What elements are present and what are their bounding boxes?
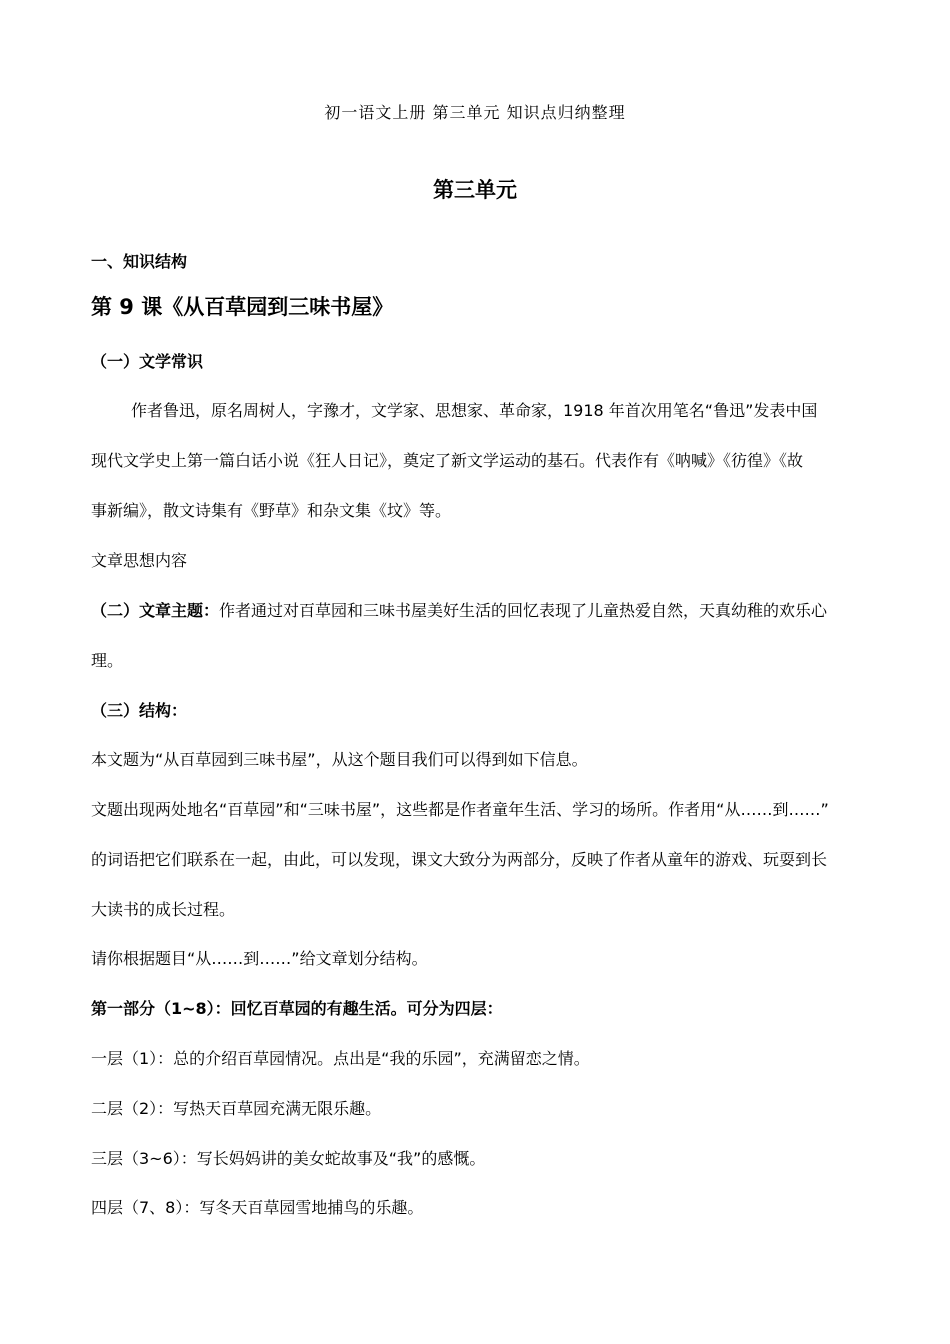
structure-line-3: 的词语把它们联系在一起，由此，可以发现，课文大致分为两部分，反映了作者从童年的游戏、玩耍到长 (91, 850, 828, 869)
layer-item-3: 三层（3~6）：写长妈妈讲的美女蛇故事及“我”的感慨。 (91, 1149, 486, 1168)
layer-item-2: 二层（2）：写热天百草园充满无限乐趣。 (91, 1099, 382, 1118)
page-header: 初一语文上册 第三单元 知识点归纳整理 (324, 103, 626, 122)
theme-text: 作者通过对百草园和三味书屋美好生活的回忆表现了儿童热爱自然，天真幼稚的欢乐心 (219, 601, 828, 620)
lesson-title: 第 9 课《从百草园到三味书屋》 (91, 295, 394, 319)
theme-label: （二）文章主题： (91, 601, 220, 620)
structure-line-4: 大读书的成长过程。 (91, 900, 236, 919)
structure-line-2: 文题出现两处地名“百草园”和“三味书屋”，这些都是作者童年生活、学习的场所。作者用“从……到……” (91, 800, 829, 819)
part-one-heading: 第一部分（1~8）：回忆百草园的有趣生活。可分为四层： (91, 999, 503, 1018)
structure-line-1: 本文题为“从百草园到三味书屋”，从这个题目我们可以得到如下信息。 (91, 750, 588, 769)
theme-paragraph (91, 598, 861, 621)
content-label: 文章思想内容 (91, 551, 188, 570)
unit-title: 第三单元 (433, 178, 517, 202)
literary-knowledge-line-3: 事新编》，散文诗集有《野草》和杂文集《坟》等。 (91, 501, 452, 520)
layer-item-1: 一层（1）：总的介绍百草园情况。点出是“我的乐园”，充满留恋之情。 (91, 1049, 590, 1068)
structure-heading: （三）结构： (91, 701, 188, 720)
section-heading-knowledge-structure: 一、知识结构 (91, 252, 188, 271)
literary-knowledge-line-2: 现代文学史上第一篇白话小说《狂人日记》，奠定了新文学运动的基石。代表作有《呐喊》《彷徨》《故 (91, 451, 804, 470)
structure-line-5: 请你根据题目“从……到……”给文章划分结构。 (91, 949, 428, 968)
literary-knowledge-heading: （一）文学常识 (91, 352, 204, 371)
theme-text-cont: 理。 (91, 651, 124, 670)
layer-item-4: 四层（7、8）：写冬天百草园雪地捕鸟的乐趣。 (91, 1198, 424, 1217)
literary-knowledge-line-1: 作者鲁迅，原名周树人，字豫才，文学家、思想家、革命家，1918 年首次用笔名“鲁迅”发表中国 (131, 401, 818, 420)
